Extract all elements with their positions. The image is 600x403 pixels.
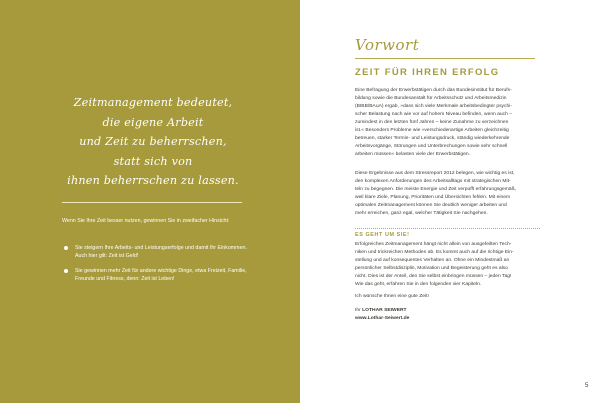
- paragraph-2: [355, 170, 540, 218]
- text-line: ist.« Besonders Probleme wie »verschiedenartige Arbeiten gleichzeitig: [355, 128, 509, 134]
- text-line: arbeiten müssen« belasten viele der Erwerbstätigen.: [355, 152, 470, 158]
- quote-line: die eigene Arbeit: [102, 115, 204, 129]
- bullet-text: Sie gewinnen mehr Zeit für andere wichtige Dinge, etwa Freizeit, Familie, Freunde und Fitness, denn: Zeit ist Leben!: [75, 267, 247, 283]
- text-line: weil klare Ziele, Planung, Prioritäten und Übersichten fehlen. Mit einem: [355, 195, 511, 201]
- text-line: scher Belastung nach wie vor auf hohem Niveau befinden, wenn auch –: [355, 112, 513, 118]
- title-underline: [355, 58, 535, 59]
- text-line: Wie das geht, erfahren Sie in den folgenden vier Kapiteln.: [355, 282, 482, 288]
- bullet-dot-icon: [64, 246, 68, 250]
- text-line: persönlicher Selbstdisziplin, Motivation und Begeisterung geht es also: [355, 266, 508, 272]
- text-line: Eine Befragung der Erwerbstätigen durch das Bundesinstitut für Berufs-: [355, 88, 512, 93]
- right-page: [300, 0, 600, 403]
- intro-text: Wenn Sie Ihre Zeit besser nutzen, gewinnen Sie in zweifacher Hinsicht:: [62, 218, 230, 224]
- signature-name: LOTHAR SEIWERT: [362, 308, 407, 313]
- text-line: den komplexen Anforderungen des Arbeitsalltags mit strategischen Mit-: [355, 179, 511, 185]
- bullet-dot-icon: [64, 269, 68, 273]
- text-line: stellung und auf konsequentes Verhalten an. Ohne ein Mindestmaß an: [355, 258, 510, 264]
- text-line: optimalen Zeitmanagement können Sie deutlich weniger arbeiten und: [355, 203, 507, 209]
- signature: [355, 307, 407, 315]
- page-number: 5: [585, 383, 589, 389]
- text-line: Diese Ergebnisse aus dem Stressreport 2012 belegen, wie wichtig es ist,: [355, 171, 515, 176]
- text-line: teln zu begegnen. Die meiste Energie und Zeit verpufft erfahrungsgemäß,: [355, 187, 517, 193]
- signature-prefix: Ihr: [355, 308, 361, 313]
- page-title: Vorwort: [355, 36, 420, 54]
- text-line: betreuen, starker Termin- und Leistungsdruck, ständig wiederkehrende: [355, 136, 510, 142]
- bullet-list: [62, 244, 247, 290]
- paragraph-1: [355, 87, 540, 159]
- quote-line: ihnen beherrschen zu lassen.: [67, 174, 239, 187]
- section-heading: ZEIT FÜR IHREN ERFOLG: [355, 67, 500, 78]
- quote-line: Zeitmanagement bedeutet,: [73, 96, 233, 109]
- text-line: bildung sowie die Bundesanstalt für Arbeitsschutz und Arbeitsmedizin: [355, 96, 507, 102]
- text-line: mehr erreichen, ganz egal, welcher Tätigkeit Sie nachgehen.: [355, 211, 488, 217]
- text-line: Erfolgreiches Zeitmanagement hängt nicht allein von ausgefeilten Tech-: [355, 242, 512, 247]
- text-line: (BIBB/BAuA) ergab, »dass sich viele Merkmale arbeitsbedingter psychi-: [355, 104, 512, 110]
- text-line: zumindest in den letzten fünf Jahren – keine Zunahme zu verzeichnen: [355, 120, 509, 126]
- text-line: niken und trickreichen Methoden ab. Es kommt auch auf die richtige Ein-: [355, 250, 514, 256]
- text-line: Arbeitsvorgänge, Störungen und Unterbrechungen sowie sehr schnell: [355, 144, 508, 150]
- bullet-text: Sie steigern Ihre Arbeits- und Leistungserfolge und damit Ihr Einkommen. Auch hier gilt: Zeit ist Geld!: [75, 245, 247, 260]
- bullet-item: [62, 267, 247, 284]
- quote: [28, 93, 278, 191]
- quote-line: statt sich von: [113, 154, 193, 168]
- divider: [62, 202, 242, 203]
- subheading: ES GEHT UM SIE!: [355, 232, 410, 238]
- text-line: nicht. Dies ist der Anteil, den Sie selbst einbringen müssen – jeden Tag!: [355, 274, 512, 280]
- bullet-item: [62, 244, 247, 261]
- quote-line: und Zeit zu beherrschen,: [79, 135, 227, 148]
- author-website-link[interactable]: www.Lothar-Seiwert.de: [355, 316, 410, 321]
- dotted-divider: [355, 228, 540, 229]
- paragraph-3: [355, 241, 540, 289]
- closing-line: Ich wünsche Ihnen eine gute Zeit!: [355, 294, 429, 299]
